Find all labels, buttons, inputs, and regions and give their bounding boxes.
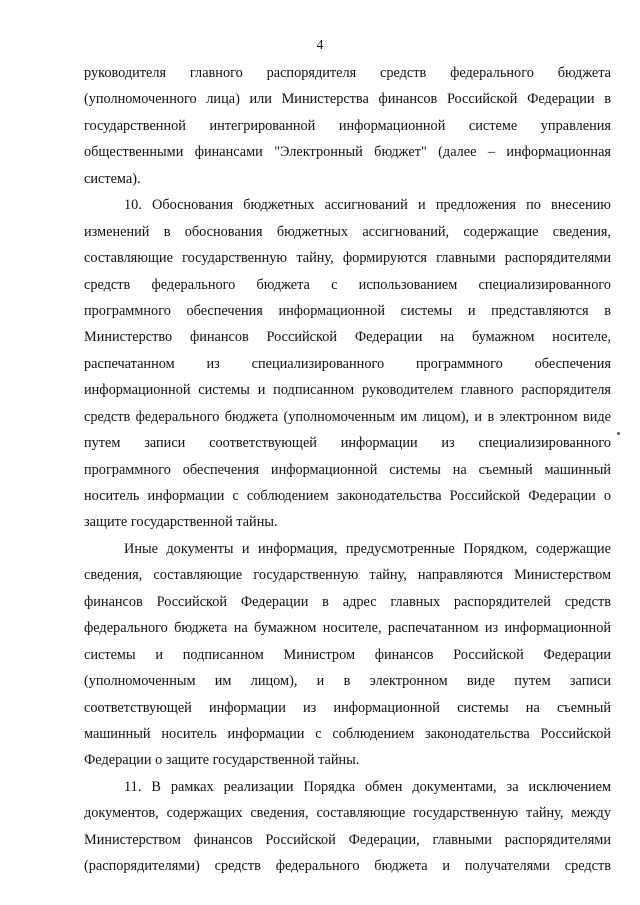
text-line: (уполномоченного лица) или Министерства финансов Российской Федерации в: [84, 91, 611, 108]
page-number: 4: [316, 37, 324, 52]
text-line: федерального бюджета на бумажном носителе, распечатанном из информационной: [84, 620, 611, 637]
text-line: программного обеспечения информационной системы на съемный машинный: [84, 461, 611, 478]
text-line: Министерство финансов Российской Федерации на бумажном носителе,: [84, 329, 611, 346]
text-line: соответствующей информации из информационной системы на съемный: [84, 699, 611, 716]
scan-artifact: [617, 432, 620, 435]
text-line: (распорядителями) средств федерального бюджета и получателями средств: [84, 858, 611, 875]
text-line: общественными финансами "Электронный бюджет" (далее – информационная: [84, 144, 611, 161]
text-line: изменений в обоснования бюджетных ассигнований, содержащие сведения,: [84, 223, 611, 240]
text-line: информационной системы и подписанном руководителем главного распорядителя: [84, 382, 611, 399]
text-line: составляющие государственную тайну, формируются главными распорядителями: [84, 250, 611, 267]
text-line: (уполномоченным им лицом), и в электронном виде путем записи: [84, 673, 611, 690]
paragraph-first-line: Иные документы и информация, предусмотренные Порядком, содержащие: [124, 540, 611, 557]
text-line: средств федерального бюджета (уполномоченным им лицом), и в электронном виде: [84, 408, 611, 425]
document-body: [84, 63, 611, 883]
text-line: государственной интегрированной информационной системе управления: [84, 117, 611, 134]
paragraph-11-first-line: 11. В рамках реализации Порядка обмен документами, за исключением: [124, 778, 611, 795]
text-line: средств федерального бюджета с использованием специализированного: [84, 276, 611, 293]
text-line: сведения, составляющие государственную тайну, направляются Министерством: [84, 567, 611, 584]
text-line: распечатанном из специализированного программного обеспечения: [84, 355, 611, 372]
text-line: машинный носитель информации с соблюдением законодательства Российской: [84, 725, 611, 742]
text-line: финансов Российской Федерации в адрес главных распорядителей средств: [84, 593, 611, 610]
text-line: путем записи соответствующей информации из специализированного: [84, 435, 611, 452]
text-line: документов, содержащих сведения, составляющие государственную тайну, между: [84, 805, 611, 822]
paragraph-end-line: защите государственной тайны.: [84, 514, 278, 531]
text-line: носитель информации с соблюдением законодательства Российской Федерации о: [84, 488, 611, 504]
paragraph-10-first-line: 10. Обоснования бюджетных ассигнований и предложения по внесению: [124, 197, 611, 214]
text-line: программного обеспечения информационной системы и представляются в: [84, 302, 611, 319]
text-line: руководителя главного распорядителя средств федерального бюджета: [84, 65, 611, 81]
paragraph-end-line: система).: [84, 170, 141, 187]
text-line: системы и подписанном Министром финансов Российской Федерации: [84, 646, 611, 663]
text-line: Министерством финансов Российской Федерации, главными распорядителями: [84, 831, 611, 848]
paragraph-end-line: Федерации о защите государственной тайны.: [84, 752, 360, 769]
